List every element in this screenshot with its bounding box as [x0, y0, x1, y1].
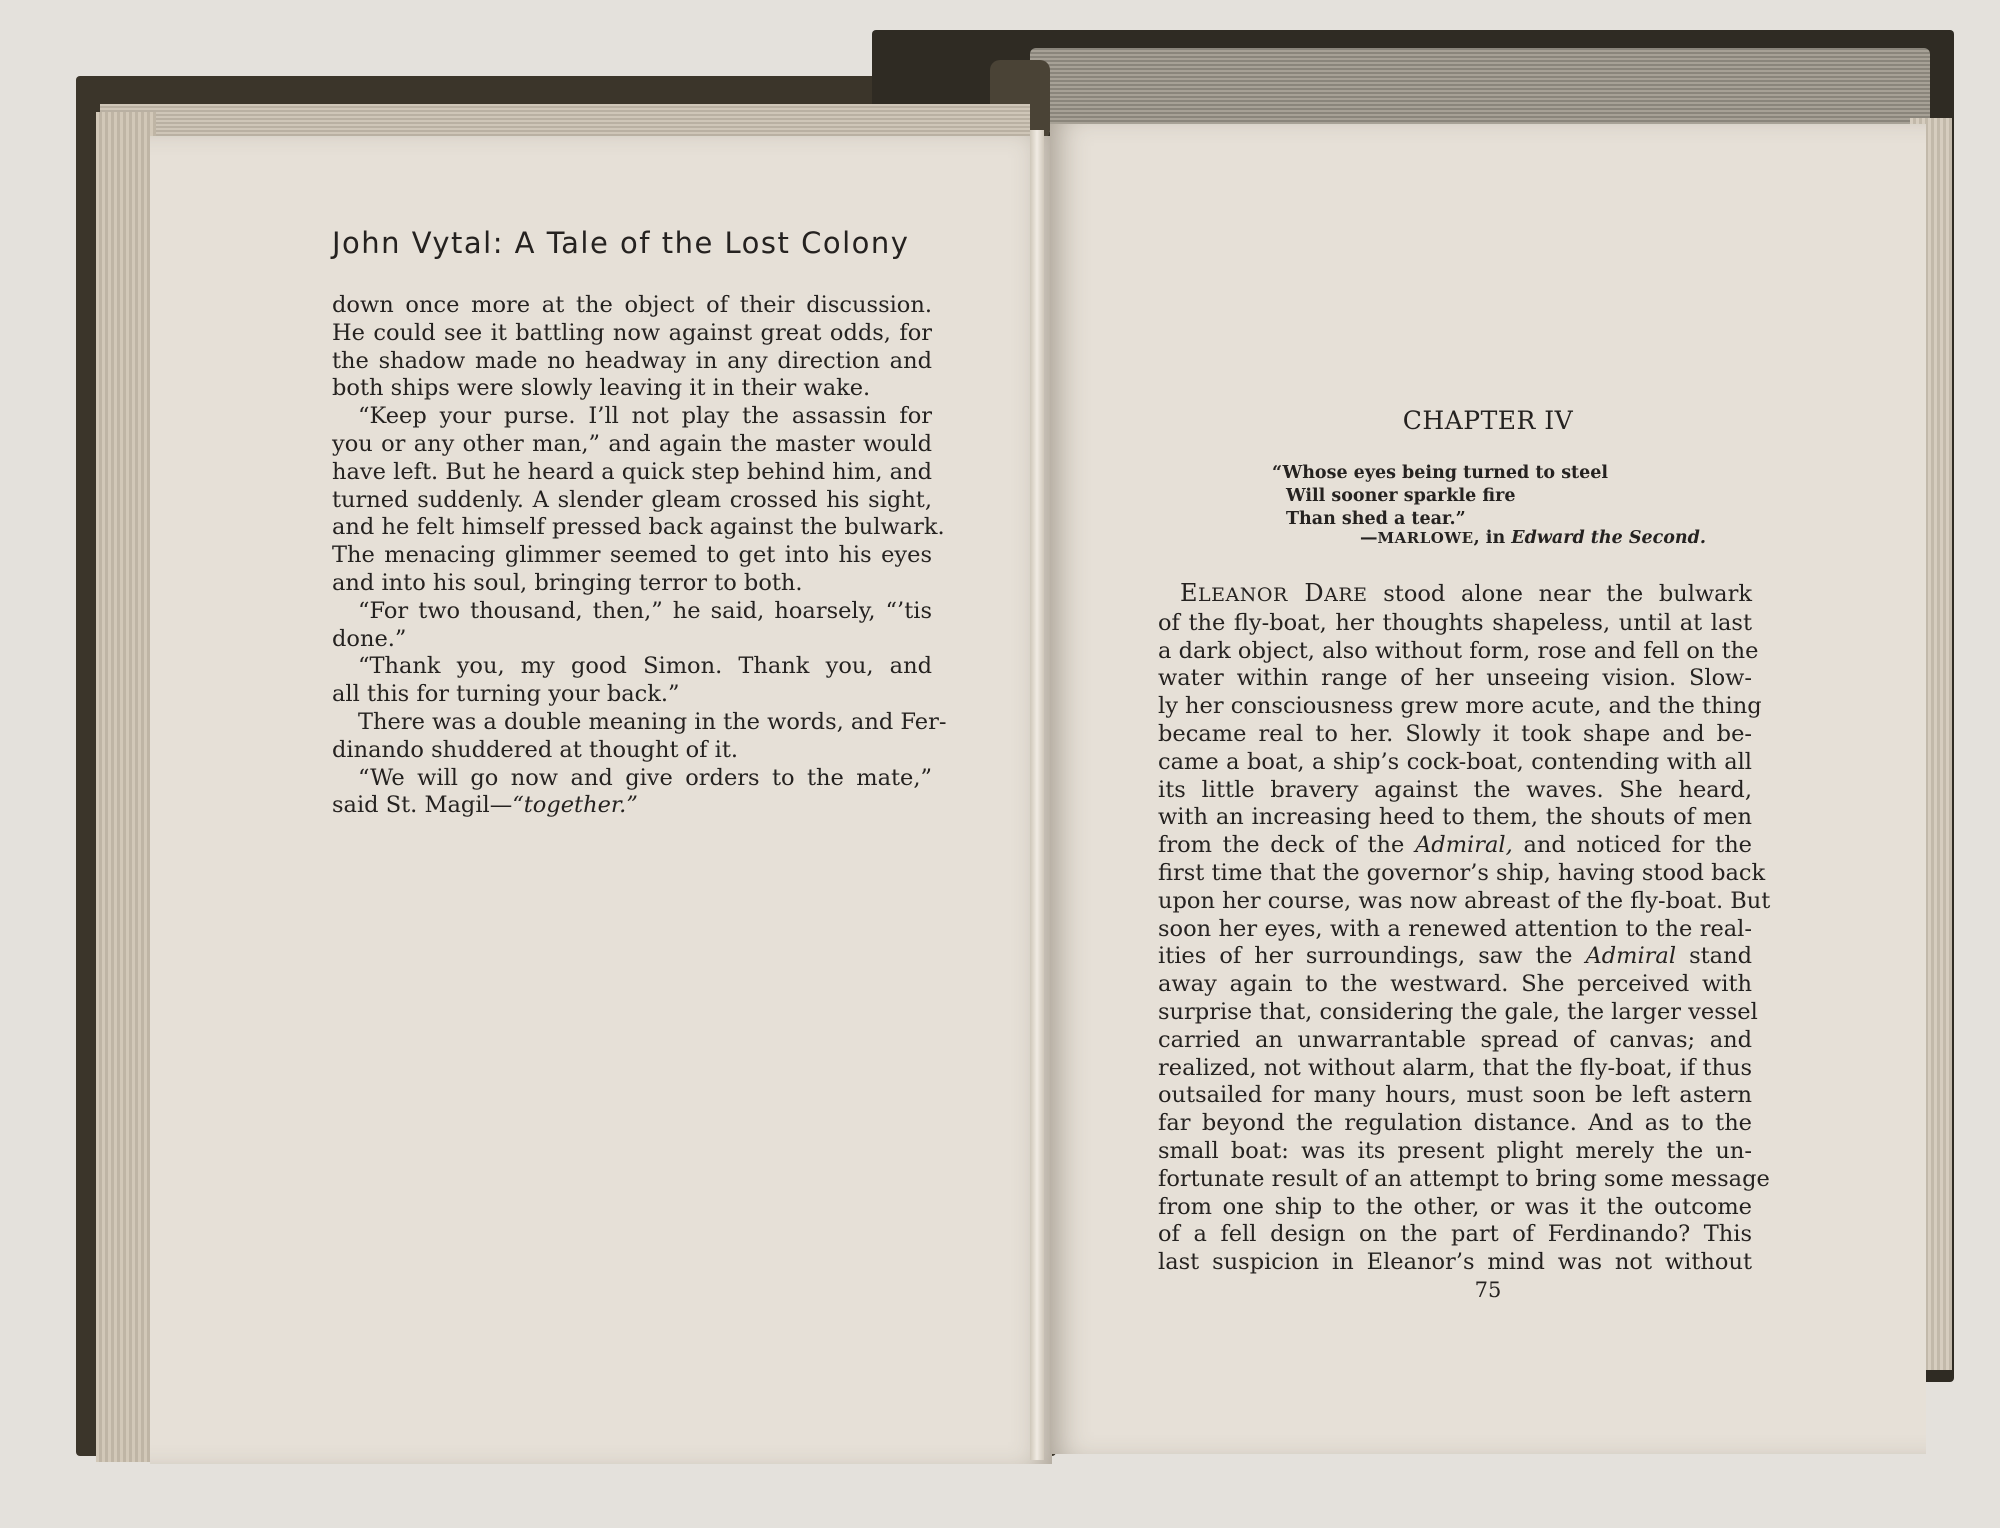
opening-line-rest: stood alone near the bulwark — [1367, 581, 1752, 607]
text-line: “We will go now and give orders to the mate,” — [358, 764, 932, 791]
text-line: “Keep your purse. I’ll not play the assassin for — [358, 403, 932, 430]
text-line: turned suddenly. A slender gleam crossed his sight, — [332, 486, 932, 513]
epigraph-line: Than shed a tear.” — [1286, 509, 1466, 529]
text-line: away again to the westward. She perceived with — [1158, 971, 1752, 998]
text-line: and into his soul, bringing terror to both. — [332, 569, 803, 596]
text-line: the shadow made no headway in any direction and — [332, 347, 932, 374]
text-line: became real to her. Slowly it took shape and be- — [1158, 720, 1752, 747]
text-line: a dark object, also without form, rose and fell on the — [1158, 637, 1759, 664]
text-line: all this for turning your back.” — [332, 681, 680, 708]
final-line-italic: “together.” — [512, 792, 638, 819]
text-line: soon her eyes, with a renewed attention to the real- — [1158, 915, 1752, 942]
epigraph-line: “Whose eyes being turned to steel — [1272, 463, 1609, 483]
attribution-author: MARLOWE — [1377, 529, 1474, 547]
name-rest: LEANOR — [1198, 584, 1288, 606]
text-line: upon her course, was now abreast of the fly-boat. But — [1158, 887, 1771, 914]
text-line: have left. But he heard a quick step behind him, and — [332, 458, 932, 485]
text-segment: and noticed for the — [1512, 832, 1752, 859]
opening-name — [1180, 579, 1368, 607]
text-line: first time that the governor’s ship, having stood back — [1158, 859, 1766, 886]
text-line: down once more at the object of their discussion. — [332, 292, 932, 318]
text-line: of the fly-boat, her thoughts shapeless, until at last — [1158, 609, 1752, 636]
text-line: “For two thousand, then,” he said, hoarsely, “’tis — [358, 597, 932, 624]
page-edges-top-left — [100, 104, 1030, 138]
text-line: realized, not without alarm, that the fly-boat, if thus — [1158, 1054, 1753, 1081]
attribution-work: Edward the Second. — [1511, 528, 1706, 548]
text-segment: stand — [1676, 943, 1752, 970]
text-line: ly her consciousness grew more acute, and the thing — [1158, 693, 1762, 720]
text-line: done.” — [332, 625, 407, 652]
text-line: He could see it battling now against great odds, for — [332, 319, 932, 346]
attribution-dash: — — [1360, 528, 1378, 548]
text-line: The menacing glimmer seemed to get into his eyes — [332, 542, 932, 569]
text-line: dinando shuddered at thought of it. — [332, 736, 739, 763]
right-page-text — [1158, 579, 1771, 1277]
ship-name-italic: Admiral, — [1415, 832, 1513, 859]
book-gutter — [1030, 130, 1044, 1460]
text-line: small boat: was its present plight merely the un- — [1158, 1137, 1752, 1164]
right-page — [1050, 124, 1926, 1454]
name-initial: D — [1304, 579, 1325, 607]
left-page — [150, 136, 1052, 1464]
epigraph — [1272, 462, 1712, 531]
text-line: fortunate result of an attempt to bring some message — [1158, 1165, 1770, 1192]
page-number: 75 — [1474, 1278, 1502, 1302]
text-line: last suspicion in Eleanor’s mind was not without — [1158, 1249, 1752, 1276]
text-line: you or any other man,” and again the master would — [332, 430, 932, 457]
name-initial: E — [1180, 579, 1199, 607]
text-line-opening — [1158, 580, 1752, 610]
text-line: and he felt himself pressed back against the bulwark. — [332, 514, 945, 541]
epigraph-attribution — [1360, 528, 1740, 548]
name-rest: ARE — [1324, 584, 1368, 606]
text-line: came a boat, a ship’s cock-boat, contending with all — [1158, 748, 1752, 775]
text-line: with an increasing heed to them, the shouts of men — [1158, 804, 1752, 831]
text-line: of a fell design on the part of Ferdinando? This — [1158, 1221, 1752, 1248]
text-line: “Thank you, my good Simon. Thank you, and — [358, 653, 932, 680]
text-line — [1158, 943, 1752, 971]
epigraph-line: Will sooner sparkle fire — [1286, 486, 1516, 506]
text-line-final — [332, 792, 932, 820]
text-line: surprise that, considering the gale, the larger vessel — [1158, 998, 1758, 1025]
page-edges-left — [96, 112, 156, 1462]
text-line: outsailed for many hours, must soon be left astern — [1158, 1082, 1752, 1109]
text-line: There was a double meaning in the words, and Fer- — [358, 708, 947, 735]
text-line: far beyond the regulation distance. And as to the — [1158, 1110, 1752, 1137]
final-line-text: said St. Magil— — [332, 792, 513, 819]
text-line: its little bravery against the waves. She heard, — [1158, 776, 1752, 803]
running-head: John Vytal: A Tale of the Lost Colony — [332, 226, 910, 260]
text-segment: from the deck of the — [1158, 832, 1416, 859]
text-line: carried an unwarrantable spread of canvas; and — [1158, 1026, 1752, 1053]
attribution-in: , in — [1473, 528, 1512, 548]
text-line: from one ship to the other, or was it the outcome — [1158, 1193, 1752, 1220]
chapter-title: CHAPTER IV — [1402, 406, 1574, 435]
ship-name-italic: Admiral — [1585, 943, 1677, 970]
text-line: water within range of her unseeing vision. Slow- — [1158, 665, 1752, 692]
text-line: both ships were slowly leaving it in their wake. — [332, 375, 871, 402]
page-edges-top-right — [1030, 48, 1930, 132]
left-page-text — [332, 292, 947, 820]
text-segment: ities of her surroundings, saw the — [1158, 943, 1586, 970]
text-line — [1158, 832, 1752, 860]
